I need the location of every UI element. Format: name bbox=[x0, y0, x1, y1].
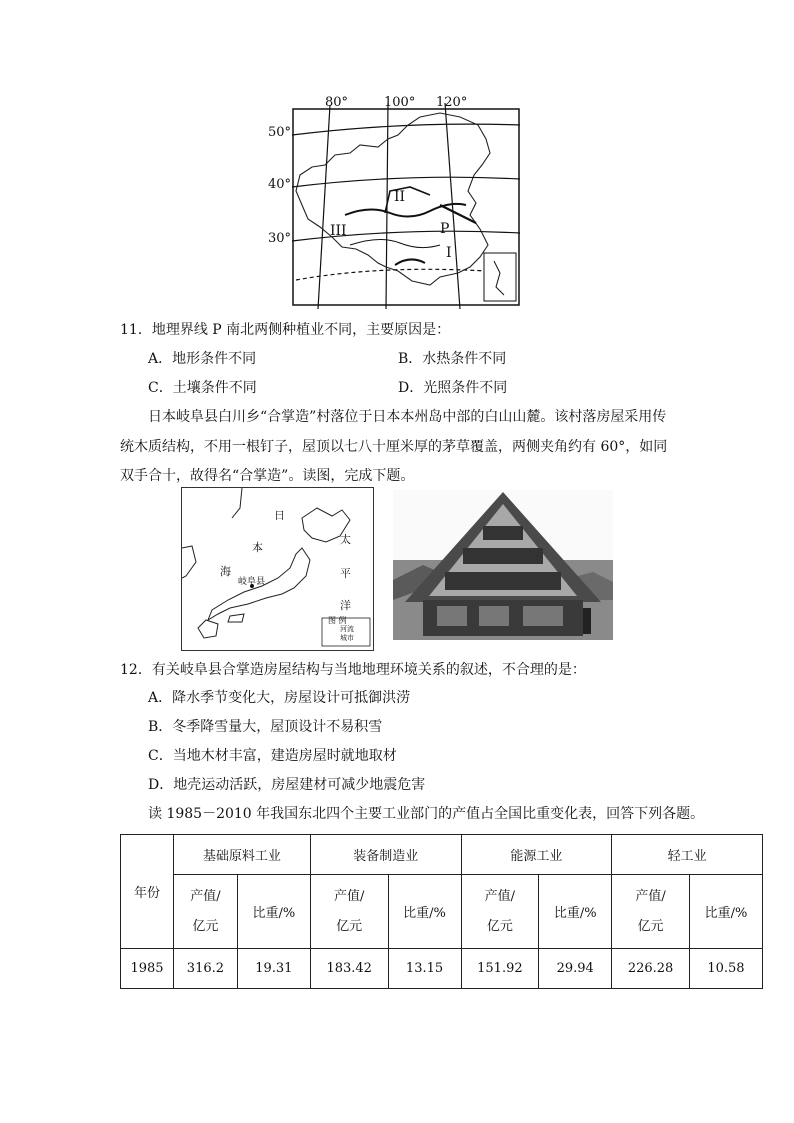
lon-label-100: 100° bbox=[384, 95, 416, 110]
table-cell: 29.94 bbox=[539, 949, 612, 989]
table-sub-value-line2: 亿元 bbox=[192, 918, 219, 934]
gassho-house-photo bbox=[393, 490, 613, 640]
table-group-light: 轻工业 bbox=[612, 835, 763, 875]
japan-char-ben: 本 bbox=[252, 541, 263, 554]
table-cell: 183.42 bbox=[310, 949, 388, 989]
pacific-char-yang: 洋 bbox=[340, 599, 351, 612]
table-sub-value bbox=[461, 875, 539, 949]
table-sub-ratio: 比重/% bbox=[237, 875, 310, 949]
q12-option-d: D．地壳运动活跃，房屋建材可减少地震危害 bbox=[148, 777, 426, 793]
lat-label-40: 40° bbox=[268, 177, 292, 192]
intro-line-2: 统木质结构，不用一根钉子，屋顶以七八十厘米厚的茅草覆盖，两侧夹角约有 60°，如同 bbox=[120, 439, 668, 455]
intro-line-3: 双手合十，故得名“合掌造”。读图，完成下题。 bbox=[120, 468, 415, 484]
table-cell-year: 1985 bbox=[121, 949, 174, 989]
table-group-equipment: 装备制造业 bbox=[310, 835, 461, 875]
q12-option-c: C．当地木材丰富，建造房屋时就地取材 bbox=[148, 748, 397, 764]
q12-stem: 12．有关岐阜县合掌造房屋结构与当地地理环境关系的叙述，不合理的是： bbox=[120, 662, 586, 678]
pacific-char-ping: 平 bbox=[340, 567, 351, 580]
sea-char-hai: 海 bbox=[220, 565, 231, 578]
legend-river: 河流 bbox=[340, 625, 354, 633]
region-label-ii: II bbox=[394, 189, 406, 205]
q11-option-b: B．水热条件不同 bbox=[398, 351, 507, 367]
table-sub-ratio: 比重/% bbox=[689, 875, 762, 949]
region-label-iii: III bbox=[330, 223, 347, 239]
china-map-graphic bbox=[290, 95, 522, 309]
q12-option-a: A．降水季节变化大，房屋设计可抵御洪涝 bbox=[148, 690, 411, 706]
legend-title: 图 例 bbox=[328, 616, 347, 625]
table-sub-ratio: 比重/% bbox=[539, 875, 612, 949]
lon-label-80: 80° bbox=[325, 95, 349, 110]
table-sub-value-line2: 亿元 bbox=[637, 918, 664, 934]
gifu-label: 岐阜县 bbox=[238, 577, 266, 587]
q11-stem: 11．地理界线 P 南北两侧种植业不同，主要原因是： bbox=[120, 322, 451, 338]
table-row bbox=[121, 949, 763, 989]
table-sub-ratio: 比重/% bbox=[388, 875, 461, 949]
table-cell: 226.28 bbox=[612, 949, 690, 989]
table-sub-value-line1: 产值/ bbox=[484, 888, 516, 904]
table-header-year: 年份 bbox=[121, 835, 174, 949]
table-sub-value bbox=[174, 875, 238, 949]
table-group-energy: 能源工业 bbox=[461, 835, 612, 875]
japan-char-ri: 日 bbox=[274, 509, 285, 522]
table-sub-value-line1: 产值/ bbox=[190, 888, 221, 904]
table-sub-value-line2: 亿元 bbox=[336, 918, 363, 934]
table-sub-value-line1: 产值/ bbox=[333, 888, 365, 904]
intro-line-1: 日本岐阜县白川乡“合掌造”村落位于日本本州岛中部的白山山麓。该村落房屋采用传 bbox=[148, 409, 667, 425]
table-sub-value bbox=[612, 875, 690, 949]
table-sub-value-line1: 产值/ bbox=[635, 888, 666, 904]
table-cell: 316.2 bbox=[174, 949, 238, 989]
q12-option-b: B．冬季降雪量大，屋顶设计不易积雪 bbox=[148, 719, 383, 735]
table-sub-value bbox=[310, 875, 388, 949]
table-cell: 151.92 bbox=[461, 949, 539, 989]
japan-map bbox=[181, 487, 374, 651]
q11-option-d: D．光照条件不同 bbox=[398, 380, 508, 396]
table-sub-value-line2: 亿元 bbox=[486, 918, 513, 934]
table-group-basic-materials: 基础原料工业 bbox=[174, 835, 311, 875]
legend-city: 城市 bbox=[340, 634, 354, 642]
china-map bbox=[268, 95, 522, 309]
lat-label-30: 30° bbox=[268, 231, 292, 246]
lat-label-50: 50° bbox=[268, 125, 292, 140]
table-cell: 13.15 bbox=[388, 949, 461, 989]
gassho-house-graphic bbox=[393, 490, 613, 640]
region-label-i: I bbox=[446, 245, 452, 261]
q11-option-a: A．地形条件不同 bbox=[148, 351, 257, 367]
q11-option-c: C．土壤条件不同 bbox=[148, 380, 257, 396]
table-cell: 19.31 bbox=[237, 949, 310, 989]
pacific-char-tai: 太 bbox=[340, 533, 351, 546]
region-label-p: P bbox=[440, 221, 450, 237]
industry-table bbox=[120, 834, 763, 989]
lon-label-120: 120° bbox=[436, 95, 468, 110]
table-cell: 10.58 bbox=[689, 949, 762, 989]
table-intro: 读 1985－2010 年我国东北四个主要工业部门的产值占全国比重变化表，回答下列各题。 bbox=[148, 806, 705, 822]
